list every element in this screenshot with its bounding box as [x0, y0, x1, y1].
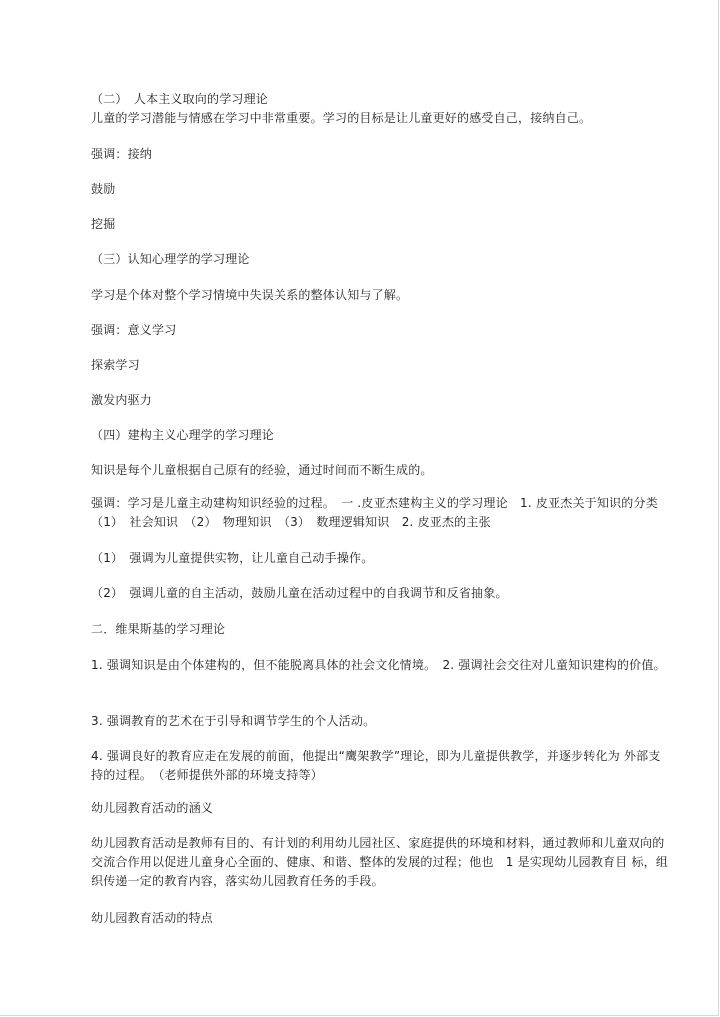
paragraph-piaget: 强调：学习是儿童主动建构知识经验的过程。 一 .皮亚杰建构主义的学习理论 1. 皮亚杰关于知识的分类 （1） 社会知识 （2） 物理知识 （3） 数理逻辑知识 2. 皮亚杰的主张 — [91, 496, 671, 529]
heading-vygotsky: 二．维果斯基的学习理论 — [91, 622, 226, 636]
heading-kg-meaning: 幼儿园教育活动的涵义 — [91, 801, 214, 815]
emphasis-motivation: 激发内驱力 — [91, 393, 153, 407]
paragraph-kg-meaning: 幼儿园教育活动是教师有目的、有计划的利用幼儿园社区、家庭提供的环境和材料，通过教师和儿童双向的交流合作用以促进儿童身心全面的、健康、和谐、整体的发展的过程；他也 1 是实现幼儿园教育目 标，组织传递一定的教育内容，落实幼儿园教育任务的手段。 — [91, 836, 669, 888]
emphasis-encourage: 鼓励 — [91, 182, 116, 196]
paragraph-cognitive: 学习是个体对整个学习情境中失误关系的整体认知与了解。 — [91, 288, 409, 302]
vygotsky-point-3: 3. 强调教育的艺术在于引导和调节学生的个人活动。 — [91, 714, 376, 728]
piaget-claim-1: （1） 强调为儿童提供实物，让儿童自己动手操作。 — [91, 551, 374, 565]
piaget-claim-2: （2） 强调儿童的自主活动，鼓励儿童在活动过程中的自我调节和反省抽象。 — [91, 586, 508, 600]
emphasis-exploratory-learning: 探索学习 — [91, 358, 140, 372]
heading-constructivism: （四）建构主义心理学的学习理论 — [91, 428, 275, 442]
emphasis-accept: 强调：接纳 — [91, 147, 153, 161]
paragraph-constructivism: 知识是每个儿童根据自己原有的经验，通过时间而不断生成的。 — [91, 463, 433, 477]
emphasis-explore: 挖掘 — [91, 217, 116, 231]
vygotsky-point-4: 4. 强调良好的教育应走在发展的前面，他提出“鹰架教学”理论，即为儿童提供教学，并逐步转化为 外部支持的过程。 （老师提供外部的环境支持等） — [91, 749, 661, 782]
heading-humanistic: （二） 人本主义取向的学习理论 — [91, 92, 269, 106]
heading-kg-features: 幼儿园教育活动的特点 — [91, 911, 214, 925]
vygotsky-points-1-2: 1. 强调知识是由个体建构的，但不能脱离具体的社会文化情境。 2. 强调社会交往对儿童知识建构的价值。 — [91, 658, 666, 672]
paragraph-humanistic: 儿童的学习潜能与情感在学习中非常重要。学习的目标是让儿童更好的感受自己，接纳自己。 — [91, 111, 592, 125]
heading-cognitive: （三）认知心理学的学习理论 — [91, 252, 250, 266]
emphasis-meaningful-learning: 强调：意义学习 — [91, 323, 177, 337]
